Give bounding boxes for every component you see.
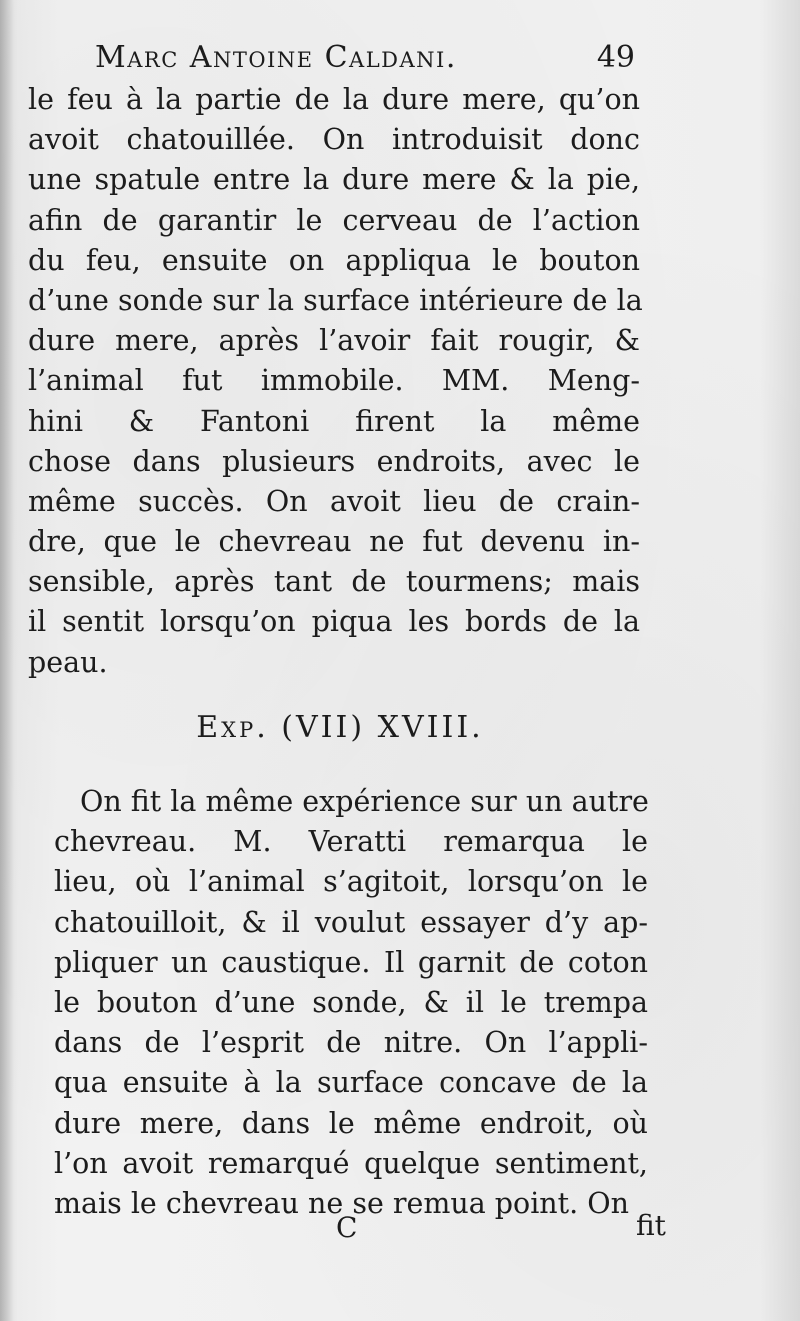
signature-mark: C [336,1211,358,1244]
text-line: pliquer un caustique. Il garnit de coton [54,945,648,979]
text-line: d’une sonde sur la surface intérieure de la [28,283,643,317]
running-head [95,36,635,80]
text-line: sensible, après tant de tourmens; mais [28,565,640,599]
gutter-shadow [0,0,14,1321]
page-number: 49 [596,40,635,75]
text-line: l’animal fut immobile. MM. Meng- [28,364,640,398]
text-line: l’on avoit remarqué quelque sentiment, [54,1146,648,1180]
text-line: avoit chatouillée. On introduisit donc [28,123,640,157]
text-line: même succès. On avoit lieu de crain- [28,484,640,518]
text-line: une spatule entre la dure mere & la pie, [28,163,640,197]
catchword: fit [636,1209,666,1242]
text-line: dure mere, après l’avoir fait rougir, & [28,324,640,358]
text-line: chevreau. M. Veratti remarqua le [54,825,648,859]
text-line: il sentit lorsqu’on piqua les bords de la [28,605,640,639]
text-line: qua ensuite à la surface concave de la [54,1066,648,1100]
text-line: On fit la même expérience sur un autre [80,785,649,818]
paragraph-2 [54,782,648,1224]
text-line: mais le chevreau ne se remua point. On [54,1186,629,1220]
text-line: chatouilloit, & il voulut essayer d’y ap- [54,905,648,939]
text-line: lieu, où l’animal s’agitoit, lorsqu’on le [54,865,648,899]
text-line: peau. [28,645,108,679]
text-line: le bouton d’une sonde, & il le trempa [54,985,648,1019]
section-heading: Exp. (VII) XVIII. [196,710,484,745]
text-line: le feu à la partie de la dure mere, qu’on [28,83,640,116]
running-title: Marc Antoine Caldani. [95,40,457,75]
text-line: hini & Fantoni firent la même [28,404,640,438]
text-line: dans de l’esprit de nitre. On l’appli- [54,1026,648,1060]
paragraph-1 [28,80,643,683]
text-line: chose dans plusieurs endroits, avec le [28,444,640,478]
text-line: afin de garantir le cerveau de l’action [28,203,640,237]
text-line: dre, que le chevreau ne fut devenu in- [28,525,640,559]
text-line: dure mere, dans le même endroit, où [54,1106,648,1140]
text-line: du feu, ensuite on appliqua le bouton [28,243,640,277]
